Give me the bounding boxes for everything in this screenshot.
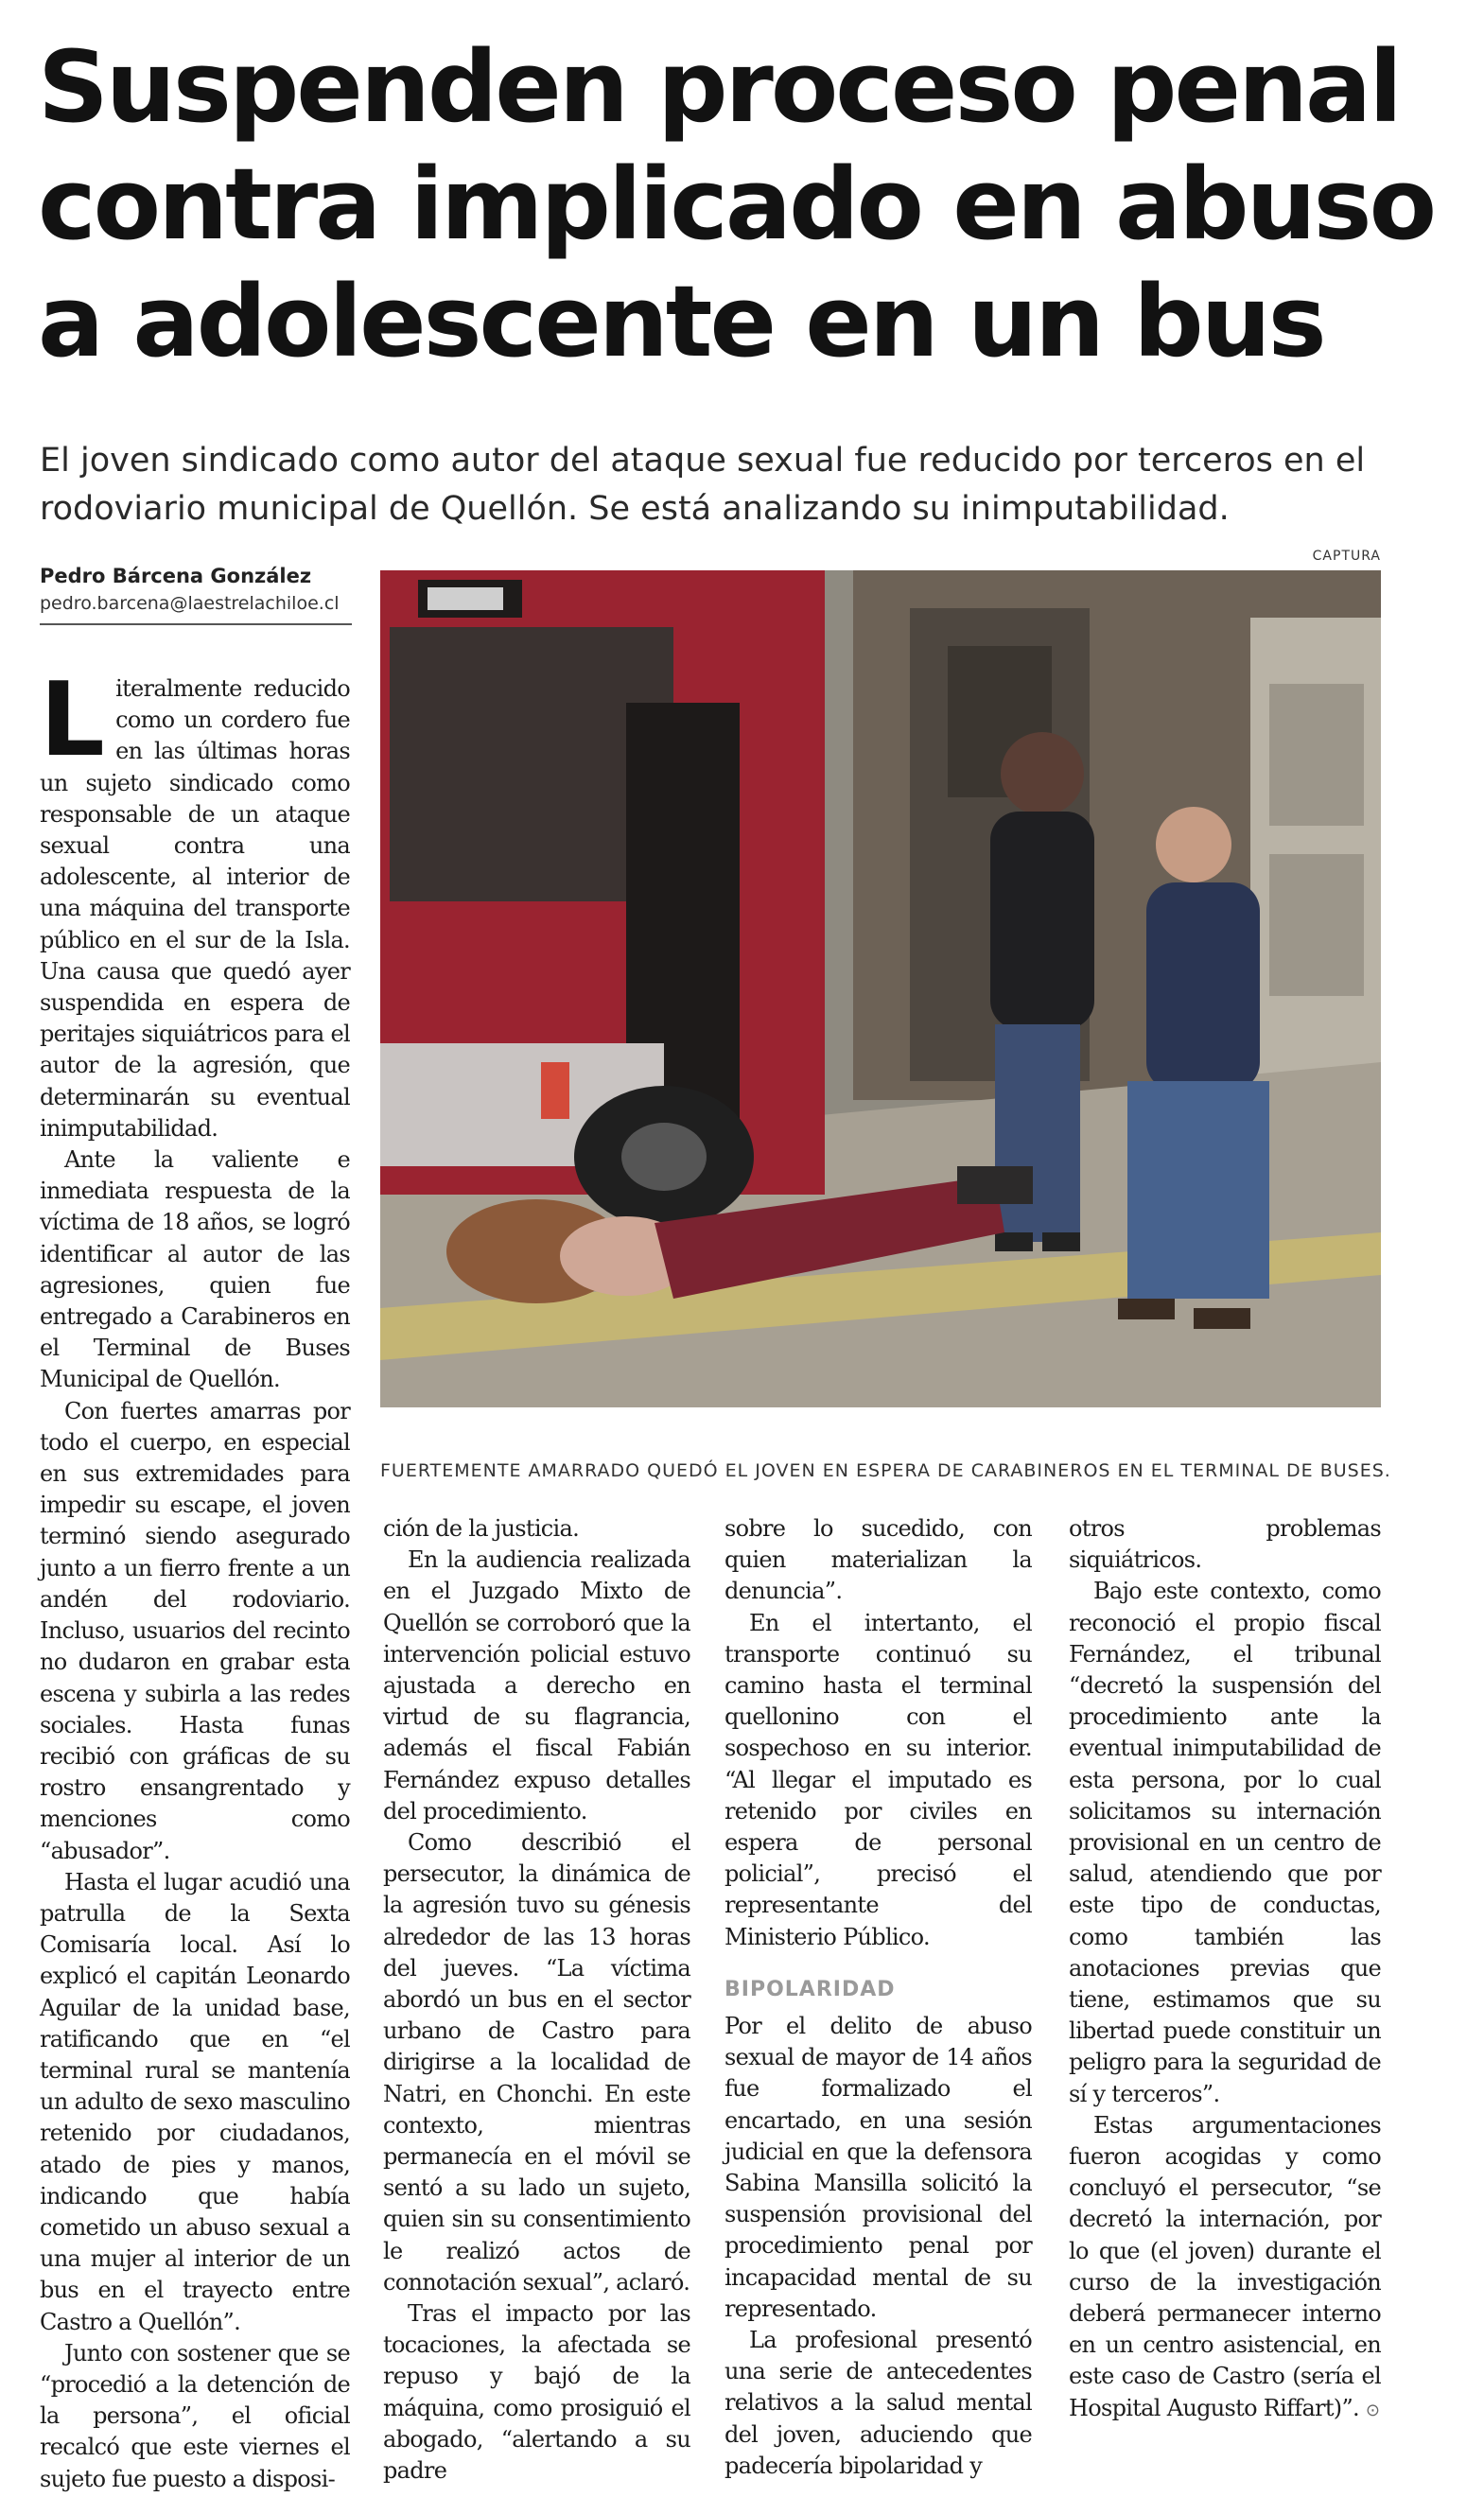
photo-credit: CAPTURA xyxy=(1312,549,1381,564)
article-column-3 xyxy=(725,1513,1032,2482)
photo-caption: FUERTEMENTE AMARRADO QUEDÓ EL JOVEN EN ESPERA DE CARABINEROS EN EL TERMINAL DE BUSES. xyxy=(380,1460,1391,1481)
paragraph: Por el delito de abuso sexual de mayor de 14 años fue formalizado el encartado, en una sesión judicial en que la defensora Sabina Mansilla solicitó la suspensión provisional del procedimiento penal por incapacidad mental de su representado. xyxy=(725,2013,1032,2322)
subhead: El joven sindicado como autor del ataque sexual fue reducido por terceros en el rodoviario municipal de Quellón. Se está analizando su inimputabilidad. xyxy=(40,442,1366,528)
article-column-2 xyxy=(383,1513,690,2487)
dropcap: L xyxy=(40,661,105,779)
paragraph: En la audiencia realizada en el Juzgado Mixto de Quellón se corroboró que la intervención policial estuvo ajustada a derecho en virtud de su flagrancia, además el fiscal Fabián Fernández expuso detalles del procedimiento. xyxy=(383,1546,690,1825)
paragraph: Ante la valiente e inmediata respuesta de la víctima de 18 años, se logró identificar al autor de las agresiones, quien fue entregado a Carabineros en el Terminal de Buses Municipal de Quellón. xyxy=(40,1146,350,1393)
paragraph: Con fuertes amarras por todo el cuerpo, en especial en sus extremidades para impedir su escape, el joven terminó siendo asegurado junto a un fierro frente a un andén del rodoviario. Incluso, usuarios del recinto no dudaron en grabar esta escena y subirla a las redes sociales. Hasta funas recibió con gráficas de su rostro ensangrentado y menciones como “abusador”. xyxy=(40,1397,350,1864)
paragraph: En el intertanto, el transporte continuó su camino hasta el terminal quellonino con el sospechoso en su interior. “Al llegar el imputado es retenido por civiles en espera de personal policial”, precisó el representante del Ministerio Público. xyxy=(725,1609,1032,1950)
headline-line: contra implicado en abuso xyxy=(38,147,1435,262)
paragraph: Junto con sostener que se “procedió a la detención de la persona”, el oficial recalcó que este viernes el sujeto fue puesto a disposi- xyxy=(40,2339,350,2492)
end-mark-icon: ⊙ xyxy=(1365,2400,1380,2420)
article-photo xyxy=(380,570,1381,1407)
paragraph: Estas argumentaciones fueron acogidas y como concluyó el persecutor, “se decretó la internación, por lo que (el joven) durante el curso de la investigación deberá permanecer interno en un centro asistencial, en este caso de Castro (sería el Hospital Augusto Riffart)”. ⊙ xyxy=(1069,2111,1381,2421)
paragraph: Como describió el persecutor, la dinámica de la agresión tuvo su génesis alrededor de las 13 horas del jueves. “La víctima abordó un bus en el sector urbano de Castro para dirigirse a la localidad de Natri, en Chonchi. En este contexto, mientras permanecía en el móvil se sentó a su lado un sujeto, quien sin su consentimiento le realizó actos de connotación sexual”, aclaró. xyxy=(383,1829,690,2296)
paragraph: otros problemas siquiátricos. xyxy=(1069,1515,1381,1574)
article-column-4 xyxy=(1069,1513,1381,2426)
paragraph: sobre lo sucedido, con quien materializan la denuncia”. xyxy=(725,1515,1032,1605)
headline xyxy=(38,28,1438,380)
byline-divider xyxy=(40,623,352,625)
paragraph: Bajo este contexto, como reconoció el propio fiscal Fernández, el tribunal “decretó la suspensión del procedimiento ante la eventual inimputabilidad de esta persona, por lo cual solicitamos su internación provisional en un centro de salud, atendiendo que por este tipo de conductas, como también las anotaciones previas que tiene, estimamos que su libertad puede constituir un peligro para la seguridad de sí y terceros”. xyxy=(1069,1578,1381,2107)
article-column-1 xyxy=(40,661,350,2495)
paragraph: Tras el impacto por las tocaciones, la afectada se repuso y bajó de la máquina, como prosiguió el abogado, “alertando a su padre xyxy=(383,2300,690,2485)
paragraph: Hasta el lugar acudió una patrulla de la Sexta Comisaría local. Así lo explicó el capitán Leonardo Aguilar de la unidad base, ratificando que en “el terminal rural se mantenía un adulto de sexo masculino retenido por ciudadanos, atado de pies y manos, indicando que había cometido un abuso sexual a una mujer al interior de un bus en el trayecto entre Castro a Quellón”. xyxy=(40,1868,350,2335)
author-email[interactable]: pedro.barcena@laestrelachiloe.cl xyxy=(40,593,340,614)
headline-line: a adolescente en un bus xyxy=(38,264,1324,379)
author-name: Pedro Bárcena González xyxy=(40,565,312,587)
byline xyxy=(40,565,361,625)
section-heading: BIPOLARIDAD xyxy=(725,1977,896,2001)
lead-paragraph: Literalmente reducido como un cordero fue en las últimas horas un sujeto sindicado como responsable de un ataque sexual contra una adolescente, al interior de una máquina del transporte público en el sur de la Isla. Una causa que quedó ayer suspendida en espera de peritajes siquiátricos para el autor de la agresión, que determinarán su eventual inimputabilidad. xyxy=(40,661,350,1142)
headline-line: Suspenden proceso penal xyxy=(38,29,1400,145)
paragraph: ción de la justicia. xyxy=(383,1515,580,1542)
paragraph: La profesional presentó una serie de antecedentes relativos a la salud mental del joven, aduciendo que padecería bipolaridad y xyxy=(725,2327,1032,2479)
